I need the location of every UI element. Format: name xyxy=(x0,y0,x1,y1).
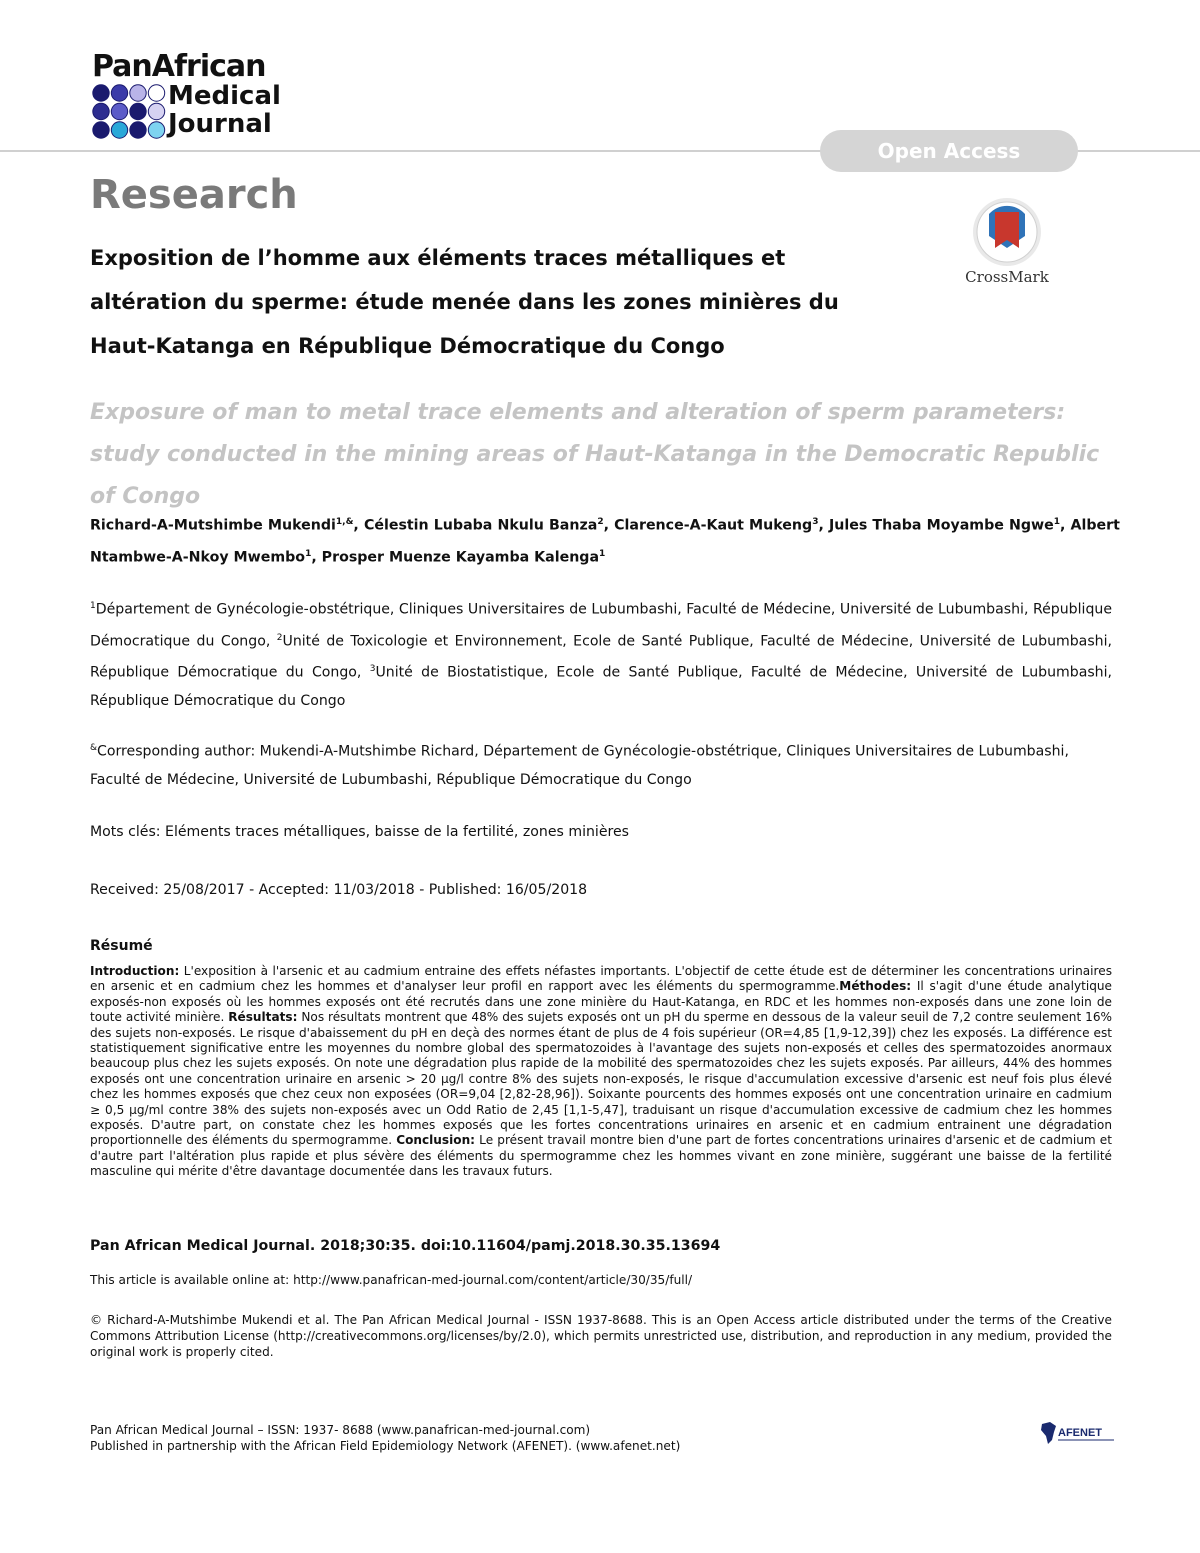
online-availability: This article is available online at: http://www.panafrican-med-journal.com/content/article/30/35/full/ xyxy=(90,1273,693,1287)
crossmark-icon xyxy=(962,196,1052,268)
logo-dots-icon xyxy=(92,84,166,140)
logo-dot xyxy=(130,122,146,138)
affiliation-text: Unité de Toxicologie et Environnement, Ecole de Santé Publique, Faculté de Médecine, Université de Lubumbashi, République Démocratique du Congo, xyxy=(90,633,1112,682)
abstract-body xyxy=(90,964,1112,1180)
author-list: Richard-A-Mutshimbe Mukendi$^{1,\&}$, Célestin Lubaba Nkulu Banza$^2$, Clarence-A-Kaut Mukeng$^3$, Jules Thaba Moyambe Ngwe$^1$, Albert Ntambwe-A-Nkoy Mwembo$^1$, Prosper Muenze Kayamba Kalenga$^1$ xyxy=(90,517,1120,566)
author-name: Prosper Muenze Kayamba Kalenga xyxy=(321,549,600,566)
author-name: Albert Ntambwe-A-Nkoy Mwembo xyxy=(90,517,1120,566)
abstract-section-text: Il s'agit d'une étude analytique exposés-non exposés où les hommes exposés ont été recrutés dans une zone minière du Haut-Katanga, en RDC et les hommes non-exposés dans une zone loin de toute activité minière. xyxy=(90,979,1112,1025)
logo-dot xyxy=(111,122,127,138)
abstract-section-label: Méthodes: xyxy=(839,979,912,994)
page-footer xyxy=(90,1422,680,1454)
article-title-en: Exposure of man to metal trace elements and alteration of sperm parameters: study conducted in the mining areas of Haut-Katanga in the Democratic Republic of Congo xyxy=(90,400,1100,509)
corresponding-author xyxy=(90,734,1112,794)
logo-text-medical: Medical xyxy=(168,81,281,111)
author-name: Célestin Lubaba Nkulu Banza xyxy=(363,517,598,534)
footer-line-issn: Pan African Medical Journal – ISSN: 1937- 8688 (www.panafrican-med-journal.com) xyxy=(90,1423,591,1437)
crossmark-logo[interactable] xyxy=(962,196,1052,292)
journal-logo xyxy=(92,49,292,142)
publication-dates: Received: 25/08/2017 - Accepted: 11/03/2018 - Published: 16/05/2018 xyxy=(90,882,588,898)
logo-dot xyxy=(93,122,109,138)
author-affiliation-sup: 1 xyxy=(599,548,606,559)
section-label: Research xyxy=(90,172,298,218)
corresponding-text: Corresponding author: Mukendi-A-Mutshimbe Richard, Département de Gynécologie-obstétrique, Cliniques Universitaires de Lubumbashi, Faculté de Médecine, Université de Lubumbashi, République Démocratique du Congo xyxy=(90,743,1069,788)
author-affiliation-sup: 1,& xyxy=(335,517,354,527)
keywords: Mots clés: Eléments traces métalliques, baisse de la fertilité, zones minières xyxy=(90,824,630,840)
author-affiliation-sup: 2 xyxy=(597,517,604,527)
abstract-section-text: L'exposition à l'arsenic et au cadmium entraine des effets néfastes importants. L'objectif de cette étude est de déterminer les concentrations urinaires en arsenic et en cadmium chez les hommes et d'analyser leur profil en rapport avec les éléments du spermogramme. xyxy=(90,964,1112,994)
abstract-section-text: Le présent travail montre bien d'une part de fortes concentrations urinaires d'arsenic et de cadmium et d'autre part l'altération plus rapide et plus sévère des éléments du spermogramme chez les hommes vivant en zone minière, suggérant une baisse de la fertilité masculine qui mérite d'être davantage documentée dans les travaux futurs. xyxy=(90,1133,1112,1179)
footer-line-afenet: Published in partnership with the African Field Epidemiology Network (AFENET). (www.afenet.net) xyxy=(90,1439,681,1453)
affiliation-sup: 2 xyxy=(276,632,283,643)
author-name: Clarence-A-Kaut Mukeng xyxy=(614,517,813,534)
logo-dot xyxy=(111,103,127,119)
abstract-section-label: Conclusion: xyxy=(396,1133,476,1148)
affiliation-sup: 3 xyxy=(369,664,376,675)
article-title-fr: Exposition de l’homme aux éléments traces métalliques et altération du sperme: étude menée dans les zones minières du Haut-Katanga en République Démocratique du Congo xyxy=(90,246,839,358)
logo-dot xyxy=(148,85,164,101)
author-affiliation-sup: 1 xyxy=(305,548,312,559)
abstract-section-text: Nos résultats montrent que 48% des sujets exposés ont un pH du sperme en dessous de la valeur seuil de 7,2 contre seulement 16% des sujets non-exposés. Le risque d'abaissement du pH en deçà des normes étant de plus de 4 fois supérieur (OR=4,85 [1,9-12,39]) chez les exposés. La différence est statistiquement significative entre les moyennes du nombre global des spermatozoides à l'avantage des sujets non-exposés et celles des spermatozoides anormaux beaucoup plus chez les sujets exposés. On note une dégradation plus rapide de la mobilité des spermatozoides chez les sujets exposés. Par ailleurs, 44% des hommes exposés ont une concentration urinaire en arsenic > 20 µg/l contre 8% des sujets non-exposés, le risque d'accumulation excessive d'arsenic est neuf fois plus élevé chez les hommes exposés que chez ceux non exposées (OR=9,04 [2,82-28,96]). Soixante pourcents des hommes exposés ont une concentration urinaire en cadmium ≥ 0,5 µg/ml contre 38% des sujets non-exposés avec un Odd Ratio de 2,45 [1,1-5,47], traduisant un risque d'accumulation excessive de cadmium chez les hommes exposés. D'autre part, on constate chez les hommes exposés que les fortes concentrations urinaires en arsenic et en cadmium entrainent une dégradation proportionnelle des éléments du spermogramme. xyxy=(90,1010,1113,1148)
open-access-badge: Open Access xyxy=(820,130,1078,172)
afenet-logo xyxy=(1036,1418,1116,1448)
logo-text-panafrican: PanAfrican xyxy=(92,49,266,84)
corresponding-sup: & xyxy=(90,743,98,753)
author-affiliation-sup: 1 xyxy=(1053,517,1061,527)
logo-dot xyxy=(93,85,109,101)
logo-dot xyxy=(111,85,127,101)
affiliation-sup: 1 xyxy=(90,601,96,611)
affiliation-text: Département de Gynécologie-obstétrique, Cliniques Universitaires de Lubumbashi, Faculté de Médecine, Université de Lubumbashi, République Démocratique du Congo, xyxy=(90,601,1112,650)
africa-map-icon xyxy=(1036,1418,1116,1448)
abstract-section-label: Résultats: xyxy=(228,1010,298,1025)
crossmark-label: CrossMark xyxy=(965,268,1049,286)
author-name: Jules Thaba Moyambe Ngwe xyxy=(828,517,1054,534)
abstract-heading: Résumé xyxy=(90,938,153,954)
logo-dot xyxy=(148,122,164,138)
afenet-logo-text: AFENET xyxy=(1058,1427,1102,1439)
logo-dot xyxy=(148,103,164,119)
author-affiliation-sup: 3 xyxy=(812,517,819,527)
logo-text-journal: Journal xyxy=(168,109,272,139)
author-name: Richard-A-Mutshimbe Mukendi xyxy=(90,517,336,534)
citation: Pan African Medical Journal. 2018;30:35. doi:10.11604/pamj.2018.30.35.13694 xyxy=(90,1238,721,1254)
logo-dot xyxy=(93,103,109,119)
logo-dot xyxy=(130,85,146,101)
logo-dot xyxy=(130,103,146,119)
license-notice: © Richard-A-Mutshimbe Mukendi et al. The Pan African Medical Journal - ISSN 1937-8688. This is an Open Access article distributed under the terms of the Creative Commons Attribution License (http://creativecommons.org/licenses/by/2.0), which permits unrestricted use, distribution, and reproduction in any medium, provided the original work is properly cited. xyxy=(90,1313,1112,1359)
affiliations xyxy=(90,592,1112,715)
abstract-section-label: Introduction: xyxy=(90,964,180,978)
affiliation-text: Unité de Biostatistique, Ecole de Santé Publique, Faculté de Médecine, Université de Lubumbashi, République Démocratique du Congo xyxy=(90,665,1112,710)
